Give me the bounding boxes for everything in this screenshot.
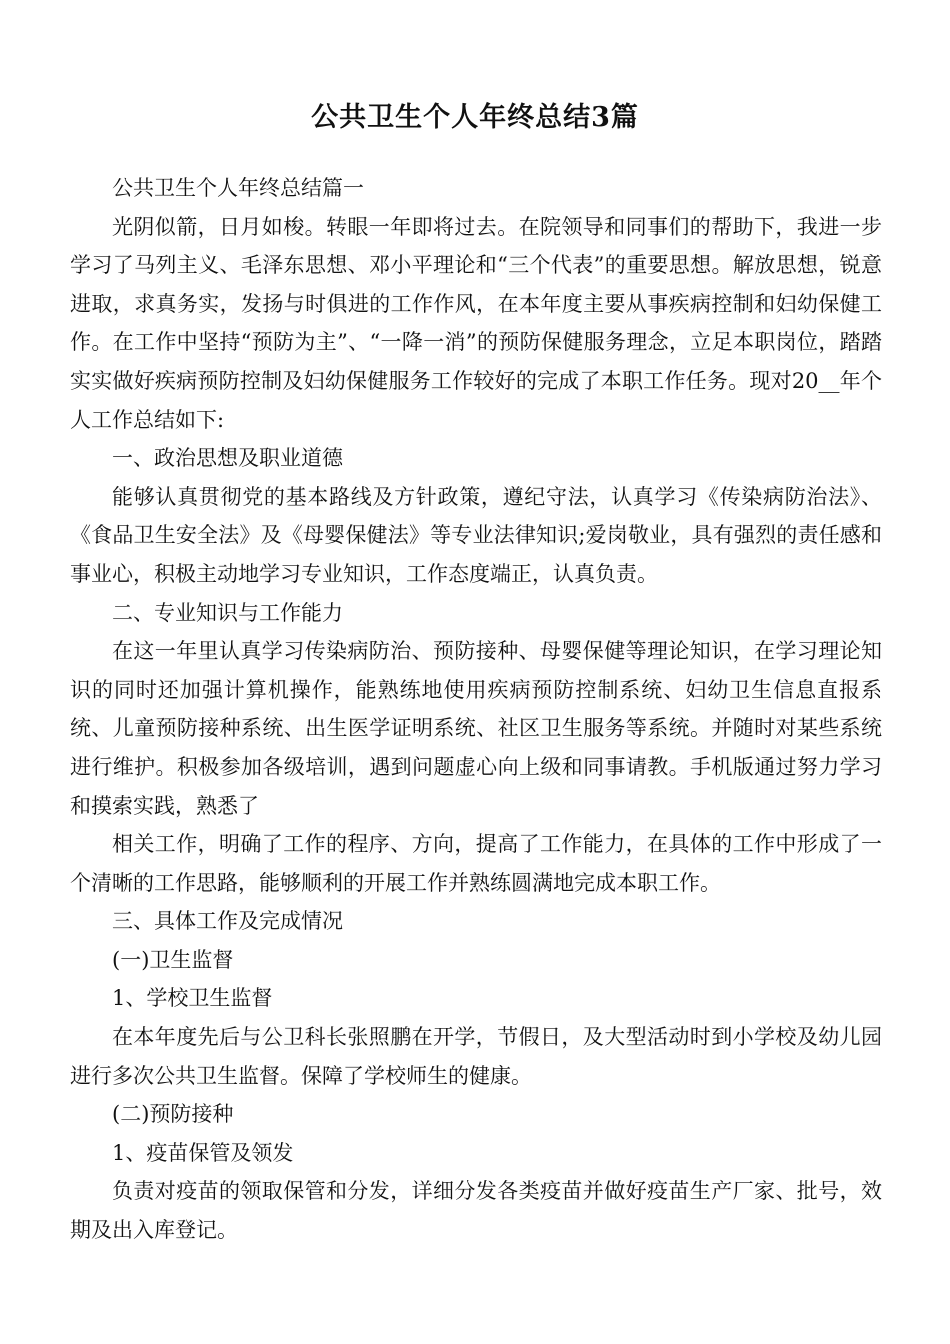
section-heading: 三、具体工作及完成情况: [112, 909, 343, 934]
section-heading: 二、专业知识与工作能力: [112, 600, 343, 625]
paragraph: 光阴似箭，日月如梭。转眼一年即将过去。在院领导和同事们的帮助下，我进一步学习了马列主义、毛泽东思想、邓小平理论和“三个代表”的重要思想。解放思想，锐意进取，求真务实，发扬与时俱进的工作作风，在本年度主要从事疾病控制和妇幼保健工作。在工作中坚持“预防为主”、“一降一消”的预防保健服务理念，立足本职岗位，踏踏实实做好疾病预防控制及妇幼保健服务工作较好的完成了本职工作任务。现对20__年个人工作总结如下:: [70, 214, 882, 432]
subsection-heading: (一)卫生监督: [112, 947, 234, 972]
document-title: 公共卫生个人年终总结3篇: [311, 102, 639, 133]
subsection-heading: (二)预防接种: [112, 1102, 234, 1127]
subsection-heading: 1、学校卫生监督: [112, 986, 273, 1011]
subsection-heading: 1、疫苗保管及领发: [112, 1140, 294, 1165]
paragraph: 在本年度先后与公卫科长张照鹏在开学，节假日，及大型活动时到小学校及幼儿园进行多次公共卫生监督。保障了学校师生的健康。: [70, 1025, 882, 1088]
document-body: [70, 169, 882, 1250]
paragraph: 相关工作，明确了工作的程序、方向，提高了工作能力，在具体的工作中形成了一个清晰的工作思路，能够顺利的开展工作并熟练圆满地完成本职工作。: [70, 832, 882, 895]
paragraph: 在这一年里认真学习传染病防治、预防接种、母婴保健等理论知识，在学习理论知识的同时还加强计算机操作，能熟练地使用疾病预防控制系统、妇幼卫生信息直报系统、儿童预防接种系统、出生医学证明系统、社区卫生服务等系统。并随时对某些系统进行维护。积极参加各级培训，遇到问题虚心向上级和同事请教。手机版通过努力学习和摸索实践，熟悉了: [70, 639, 882, 818]
section-heading: 一、政治思想及职业道德: [112, 446, 343, 471]
section-heading: 公共卫生个人年终总结篇一: [112, 176, 364, 200]
paragraph: 负责对疫苗的领取保管和分发，详细分发各类疫苗并做好疫苗生产厂家、批号，效期及出入库登记。: [70, 1179, 882, 1243]
paragraph: 能够认真贯彻党的基本路线及方针政策，遵纪守法，认真学习《传染病防治法》、《食品卫生安全法》及《母婴保健法》等专业法律知识;爱岗敬业，具有强烈的责任感和事业心，积极主动地学习专业知识，工作态度端正，认真负责。: [70, 484, 882, 586]
